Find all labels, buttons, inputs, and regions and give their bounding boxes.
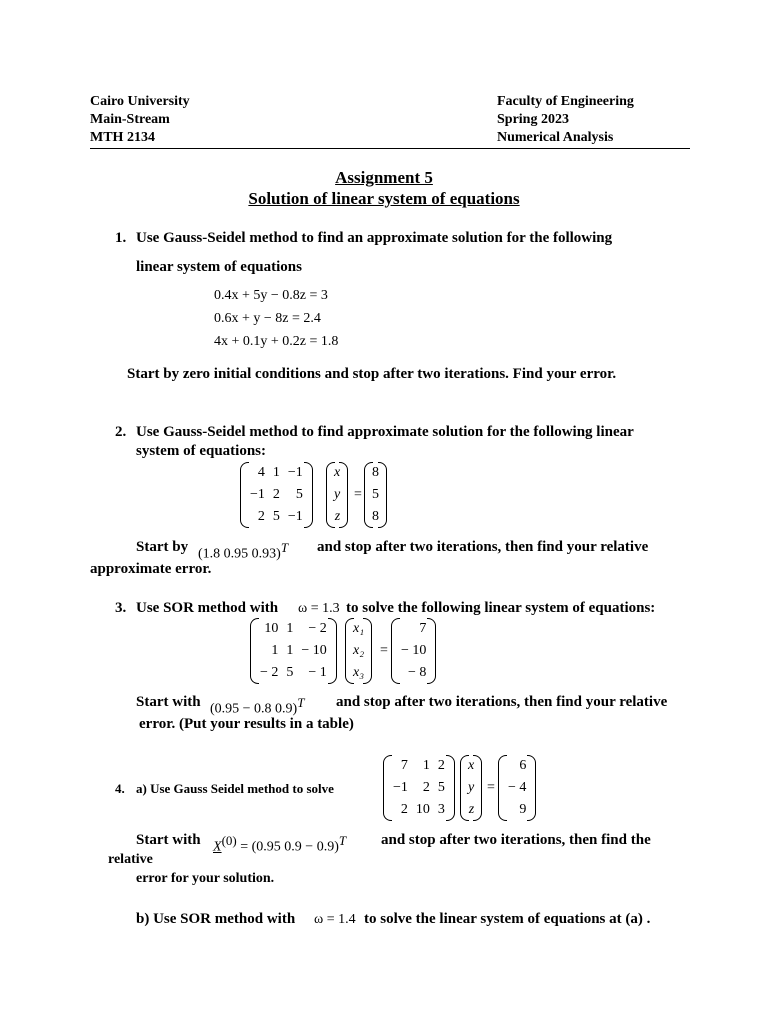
q4-a12: 1 xyxy=(422,758,430,773)
q2-number: 2. xyxy=(115,424,127,440)
q2-text-line1: Use Gauss-Seidel method to find approximate solution for the following linear xyxy=(136,424,634,440)
q2-a13: −1 xyxy=(287,465,303,480)
q3-a12: 1 xyxy=(286,621,294,636)
course-name: Numerical Analysis xyxy=(497,130,614,145)
q3-a33: − 1 xyxy=(308,665,327,680)
q3-text-pre: Use SOR method with xyxy=(136,600,279,616)
q3-a32: 5 xyxy=(286,665,294,680)
q3-vector-x xyxy=(345,618,372,684)
q2-start-text: and stop after two iterations, then find your relative xyxy=(317,539,649,555)
q3-a22: 1 xyxy=(286,643,294,658)
university-name: Cairo University xyxy=(90,94,190,109)
q4-b-text-post: to solve the linear system of equations at (a) . xyxy=(364,911,651,927)
q1-note: Start by zero initial conditions and stop after two iterations. Find your error. xyxy=(127,366,617,382)
q1-text-line2: linear system of equations xyxy=(136,259,302,275)
q1-equation-3: 4x + 0.1y + 0.2z = 1.8 xyxy=(214,334,339,349)
q3-x1: x₁ xyxy=(353,621,365,636)
q4-a11: 7 xyxy=(400,758,408,773)
semester: Spring 2023 xyxy=(497,112,569,127)
q4-line3: error for your solution. xyxy=(136,871,275,886)
q2-a23: 5 xyxy=(295,487,303,502)
q3-text-post: to solve the following linear system of equations: xyxy=(346,600,656,616)
q2-a33: −1 xyxy=(287,509,303,524)
q4-equals: = xyxy=(487,780,495,795)
q4-a22: 2 xyxy=(422,780,430,795)
header-divider xyxy=(90,148,690,149)
q3-start-label: Start with xyxy=(136,694,201,710)
q1-number: 1. xyxy=(115,230,127,246)
q4-b3: 9 xyxy=(519,802,527,817)
q3-b2: − 10 xyxy=(401,643,427,658)
q4-b-text-pre: b) Use SOR method with xyxy=(136,911,296,927)
q3-a13: − 2 xyxy=(308,621,327,636)
q2-x1: x xyxy=(334,465,341,480)
q3-b3: − 8 xyxy=(408,665,427,680)
q2-b1: 8 xyxy=(372,465,379,480)
q1-equation-2: 0.6x + y − 8z = 2.4 xyxy=(214,311,321,326)
q4-b-omega: ω = 1.4 xyxy=(314,912,356,927)
q3-equals: = xyxy=(380,643,388,658)
q4-b2: − 4 xyxy=(508,780,527,795)
q1-text-line1: Use Gauss-Seidel method to find an approximate solution for the following xyxy=(136,230,613,246)
q2-x3: z xyxy=(334,509,341,524)
q4-b1: 6 xyxy=(519,758,527,773)
q4-matrix-A xyxy=(383,755,455,821)
q3-x3: x₃ xyxy=(353,665,365,680)
assignment-subtitle: Solution of linear system of equations xyxy=(248,189,520,208)
q2-a11: 4 xyxy=(257,465,265,480)
q4-x3: z xyxy=(468,802,475,817)
q4-a-text: a) Use Gauss Seidel method to solve xyxy=(136,781,334,796)
q3-line2: error. (Put your results in a table) xyxy=(139,716,354,732)
stream-name: Main-Stream xyxy=(90,112,170,127)
q2-matrix-A xyxy=(240,462,313,528)
q2-vector-x xyxy=(326,462,348,528)
q2-a31: 2 xyxy=(257,509,265,524)
q2-line2: approximate error. xyxy=(90,561,212,577)
q2-b3: 8 xyxy=(372,509,379,524)
q4-start-text: and stop after two iterations, then find the xyxy=(381,832,651,848)
q3-a23: − 10 xyxy=(301,643,327,658)
course-code: MTH 2134 xyxy=(90,130,155,145)
q2-a12: 1 xyxy=(272,465,280,480)
q2-vector-b xyxy=(364,462,387,528)
header-right xyxy=(497,93,634,147)
q4-a21: −1 xyxy=(393,780,408,795)
q4-a23: 5 xyxy=(437,780,445,795)
q3-matrix-A xyxy=(250,618,337,684)
q4-x2: y xyxy=(468,780,475,795)
q2-a22: 2 xyxy=(272,487,280,502)
q2-a32: 5 xyxy=(272,509,280,524)
q4-a32: 10 xyxy=(415,802,430,817)
q4-a13: 2 xyxy=(437,758,445,773)
q3-omega: ω = 1.3 xyxy=(298,601,340,616)
q4-a33: 3 xyxy=(437,802,445,817)
header-left xyxy=(90,93,190,147)
q3-start-vector: (0.95 − 0.8 0.9)$^T$ xyxy=(210,695,305,717)
q4-number: 4. xyxy=(115,781,125,796)
q4-vector-b xyxy=(498,755,536,821)
q3-a31: − 2 xyxy=(260,665,279,680)
q4-initial-vector: $X^{(0)} = (0.95$ 0.9 − 0.9)$^T$ xyxy=(213,833,347,855)
faculty-name: Faculty of Engineering xyxy=(497,94,634,109)
q3-x2: x₂ xyxy=(353,643,365,658)
q3-b1: 7 xyxy=(419,621,427,636)
q3-vector-b xyxy=(391,618,436,684)
q2-text-line2: system of equations: xyxy=(136,443,266,459)
assignment-title: Assignment 5 xyxy=(335,168,433,187)
q4-start-label: Start with xyxy=(136,832,201,848)
q4-x1: x xyxy=(468,758,475,773)
q2-equals: = xyxy=(354,487,362,502)
q2-a21: −1 xyxy=(250,487,265,502)
q1-equation-1: 0.4x + 5y − 0.8z = 3 xyxy=(214,288,328,303)
q2-b2: 5 xyxy=(372,487,379,502)
q3-number: 3. xyxy=(115,600,127,616)
q4-line2: relative xyxy=(108,852,153,867)
q4-vector-x xyxy=(460,755,482,821)
q3-a21: 1 xyxy=(271,643,279,658)
q3-a11: 10 xyxy=(264,621,279,636)
q2-start-label: Start by xyxy=(136,539,189,555)
q4-a31: 2 xyxy=(400,802,408,817)
q2-x2: y xyxy=(334,487,341,502)
q3-start-text: and stop after two iterations, then find your relative xyxy=(336,694,668,710)
q2-start-vector: (1.8 0.95 0.93)$^T$ xyxy=(198,540,289,562)
